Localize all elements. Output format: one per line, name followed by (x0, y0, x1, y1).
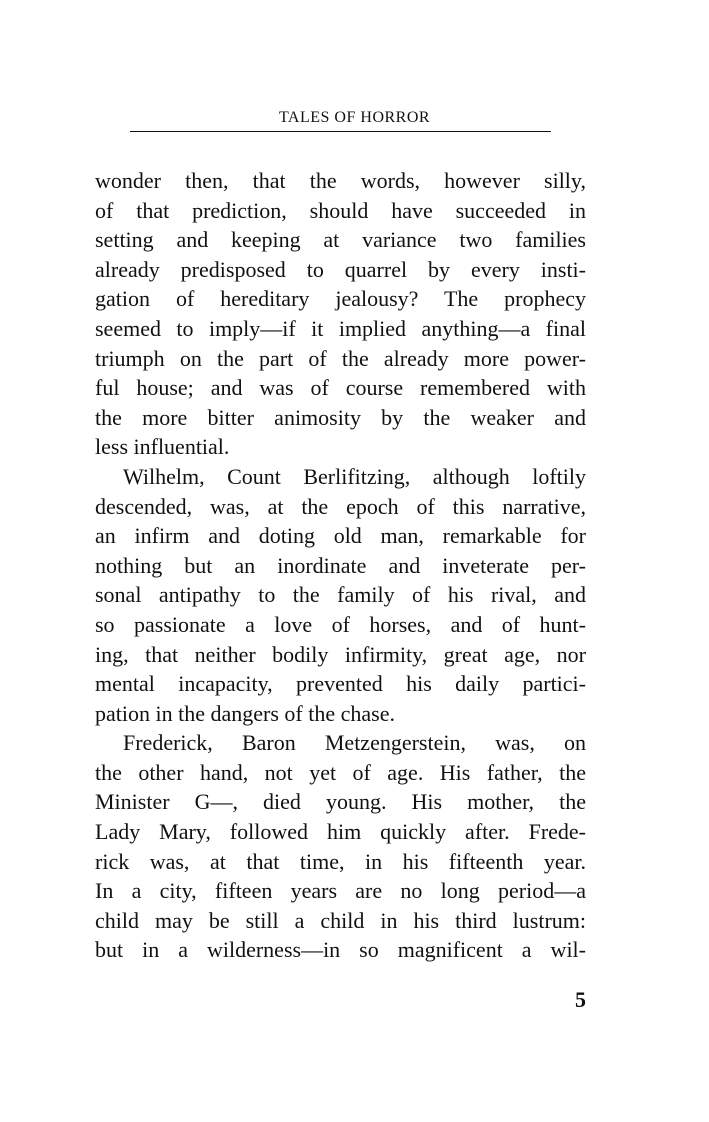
text-line: ful house; and was of course remembered with (95, 375, 586, 401)
text-line: triumph on the part of the already more power- (95, 345, 586, 371)
text-line: mental incapacity, prevented his daily partici- (95, 671, 586, 697)
text-line: so passionate a love of horses, and of hunt- (95, 611, 586, 637)
text-line: gation of hereditary jealousy? The prophecy (95, 286, 586, 312)
text-line: wonder then, that the words, however silly, (95, 168, 586, 193)
text-line: setting and keeping at variance two families (95, 227, 586, 253)
text-line: seemed to imply—if it implied anything—a final (95, 315, 586, 341)
paragraph (95, 728, 586, 965)
text-line: ing, that neither bodily infirmity, great age, nor (95, 641, 586, 667)
text-line: less influential. (95, 434, 230, 460)
text-line: Lady Mary, followed him quickly after. Frede- (95, 819, 586, 845)
body-text (95, 166, 586, 965)
text-line: an infirm and doting old man, remarkable for (95, 523, 586, 549)
text-line: child may be still a child in his third lustrum: (95, 907, 586, 933)
text-line: the other hand, not yet of age. His father, the (95, 759, 586, 785)
paragraph (95, 462, 586, 728)
text-line: nothing but an inordinate and inveterate per- (95, 552, 586, 578)
text-line: In a city, fifteen years are no long period—a (95, 878, 586, 904)
text-line: Wilhelm, Count Berlifitzing, although loftily (123, 463, 586, 489)
text-line: Minister G—, died young. His mother, the (95, 789, 586, 815)
text-line: pation in the dangers of the chase. (95, 700, 395, 726)
text-line: already predisposed to quarrel by every insti- (95, 256, 586, 282)
text-line: Frederick, Baron Metzengerstein, was, on (123, 730, 586, 756)
text-line: the more bitter animosity by the weaker and (95, 404, 586, 430)
text-line: descended, was, at the epoch of this narrative, (95, 493, 586, 519)
header-rule (130, 131, 551, 132)
page-number: 5 (575, 987, 586, 1012)
text-line: rick was, at that time, in his fifteenth year. (95, 848, 586, 874)
paragraph (95, 166, 586, 462)
text-line: of that prediction, should have succeeded in (95, 197, 586, 223)
text-line: but in a wilderness—in so magnificent a wil- (95, 937, 586, 963)
text-line: sonal antipathy to the family of his rival, and (95, 582, 586, 608)
running-head: TALES OF HORROR (278, 109, 431, 126)
